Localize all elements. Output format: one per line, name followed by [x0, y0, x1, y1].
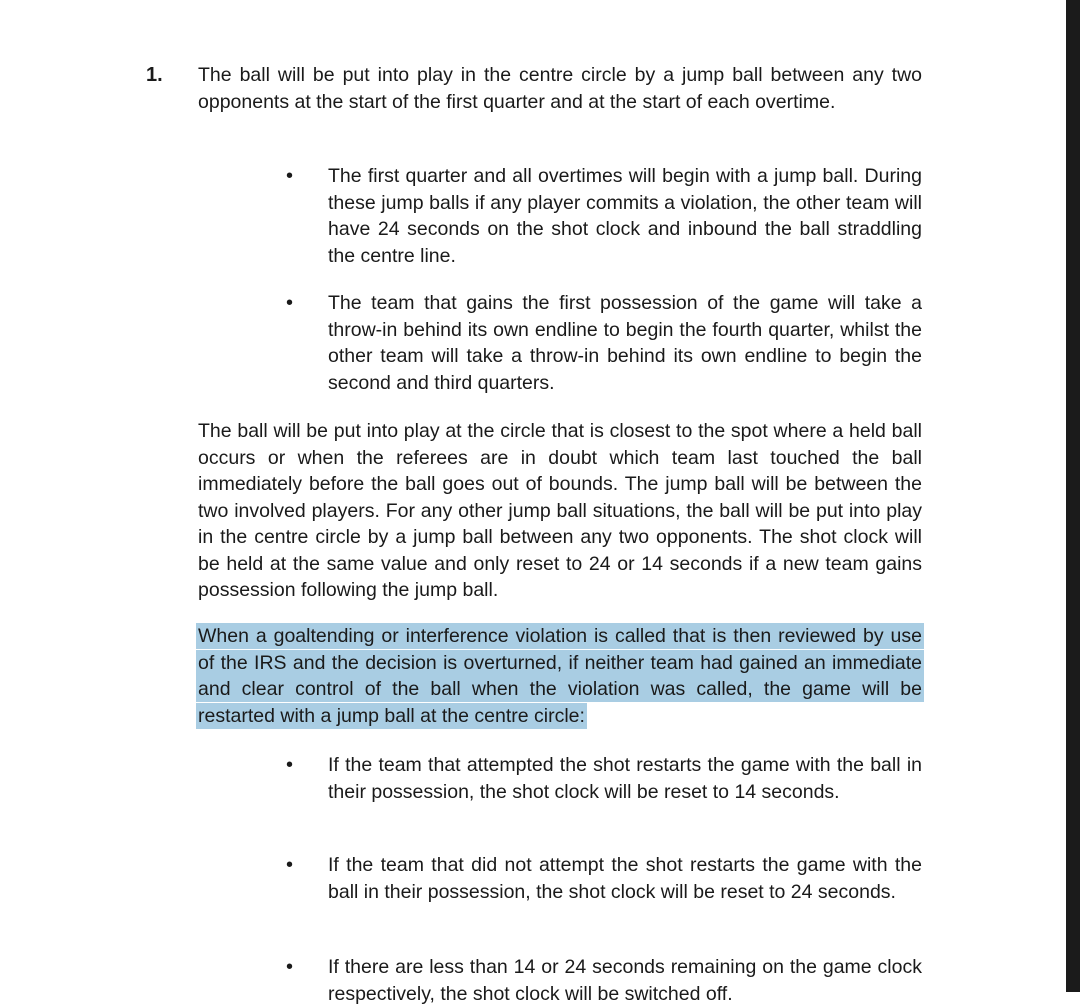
bullet-item: The first quarter and all overtimes will begin with a jump ball. During these jump balls if any player commits a violation, the other team will have 24 seconds on the shot clock and inbound the ball straddling the centre line.: [328, 165, 922, 267]
bullet-item: If there are less than 14 or 24 seconds remaining on the game clock respectively, the shot clock will be switched off.: [328, 956, 922, 1005]
bullet-item: The team that gains the first possession of the game will take a throw-in behind its own endline to begin the fourth quarter, whilst the other team will take a throw-in behind its own endline to begin the second and third quarters.: [328, 292, 922, 394]
bullet-item: If the team that did not attempt the shot restarts the game with the ball in their possession, the shot clock will be reset to 24 seconds.: [328, 854, 922, 903]
bullet-marker: •: [286, 956, 294, 978]
intro-paragraph: The ball will be put into play in the centre circle by a jump ball between any two opponents at the start of the first quarter and at the start of each overtime.: [198, 64, 922, 113]
bullet-marker: •: [286, 165, 294, 187]
item-number: 1.: [146, 64, 163, 86]
bullet-marker: •: [286, 854, 294, 876]
bullet-item: If the team that attempted the shot restarts the game with the ball in their possession, the shot clock will be reset to 14 seconds.: [328, 754, 922, 803]
viewer-edge: [1066, 0, 1080, 992]
text-highlight[interactable]: When a goaltending or interference violation is called that is then reviewed by use of the IRS and the decision is overturned, if neither team had gained an immediate and clear control of the ball when the violation was called, the game will be restarted with a jump ball at the centre circle:: [198, 625, 922, 727]
held-ball-paragraph: The ball will be put into play at the circle that is closest to the spot where a held ball occurs or when the referees are in doubt which team last touched the ball immediately before the ball goes out of bounds. The jump ball will be between the two involved players. For any other jump ball situations, the ball will be put into play in the centre circle by a jump ball between any two opponents. The shot clock will be held at the same value and only reset to 24 or 14 seconds if a new team gains possession following the jump ball.: [198, 420, 922, 601]
bullet-marker: •: [286, 754, 294, 776]
bullet-marker: •: [286, 292, 294, 314]
highlighted-paragraph: [198, 623, 922, 729]
